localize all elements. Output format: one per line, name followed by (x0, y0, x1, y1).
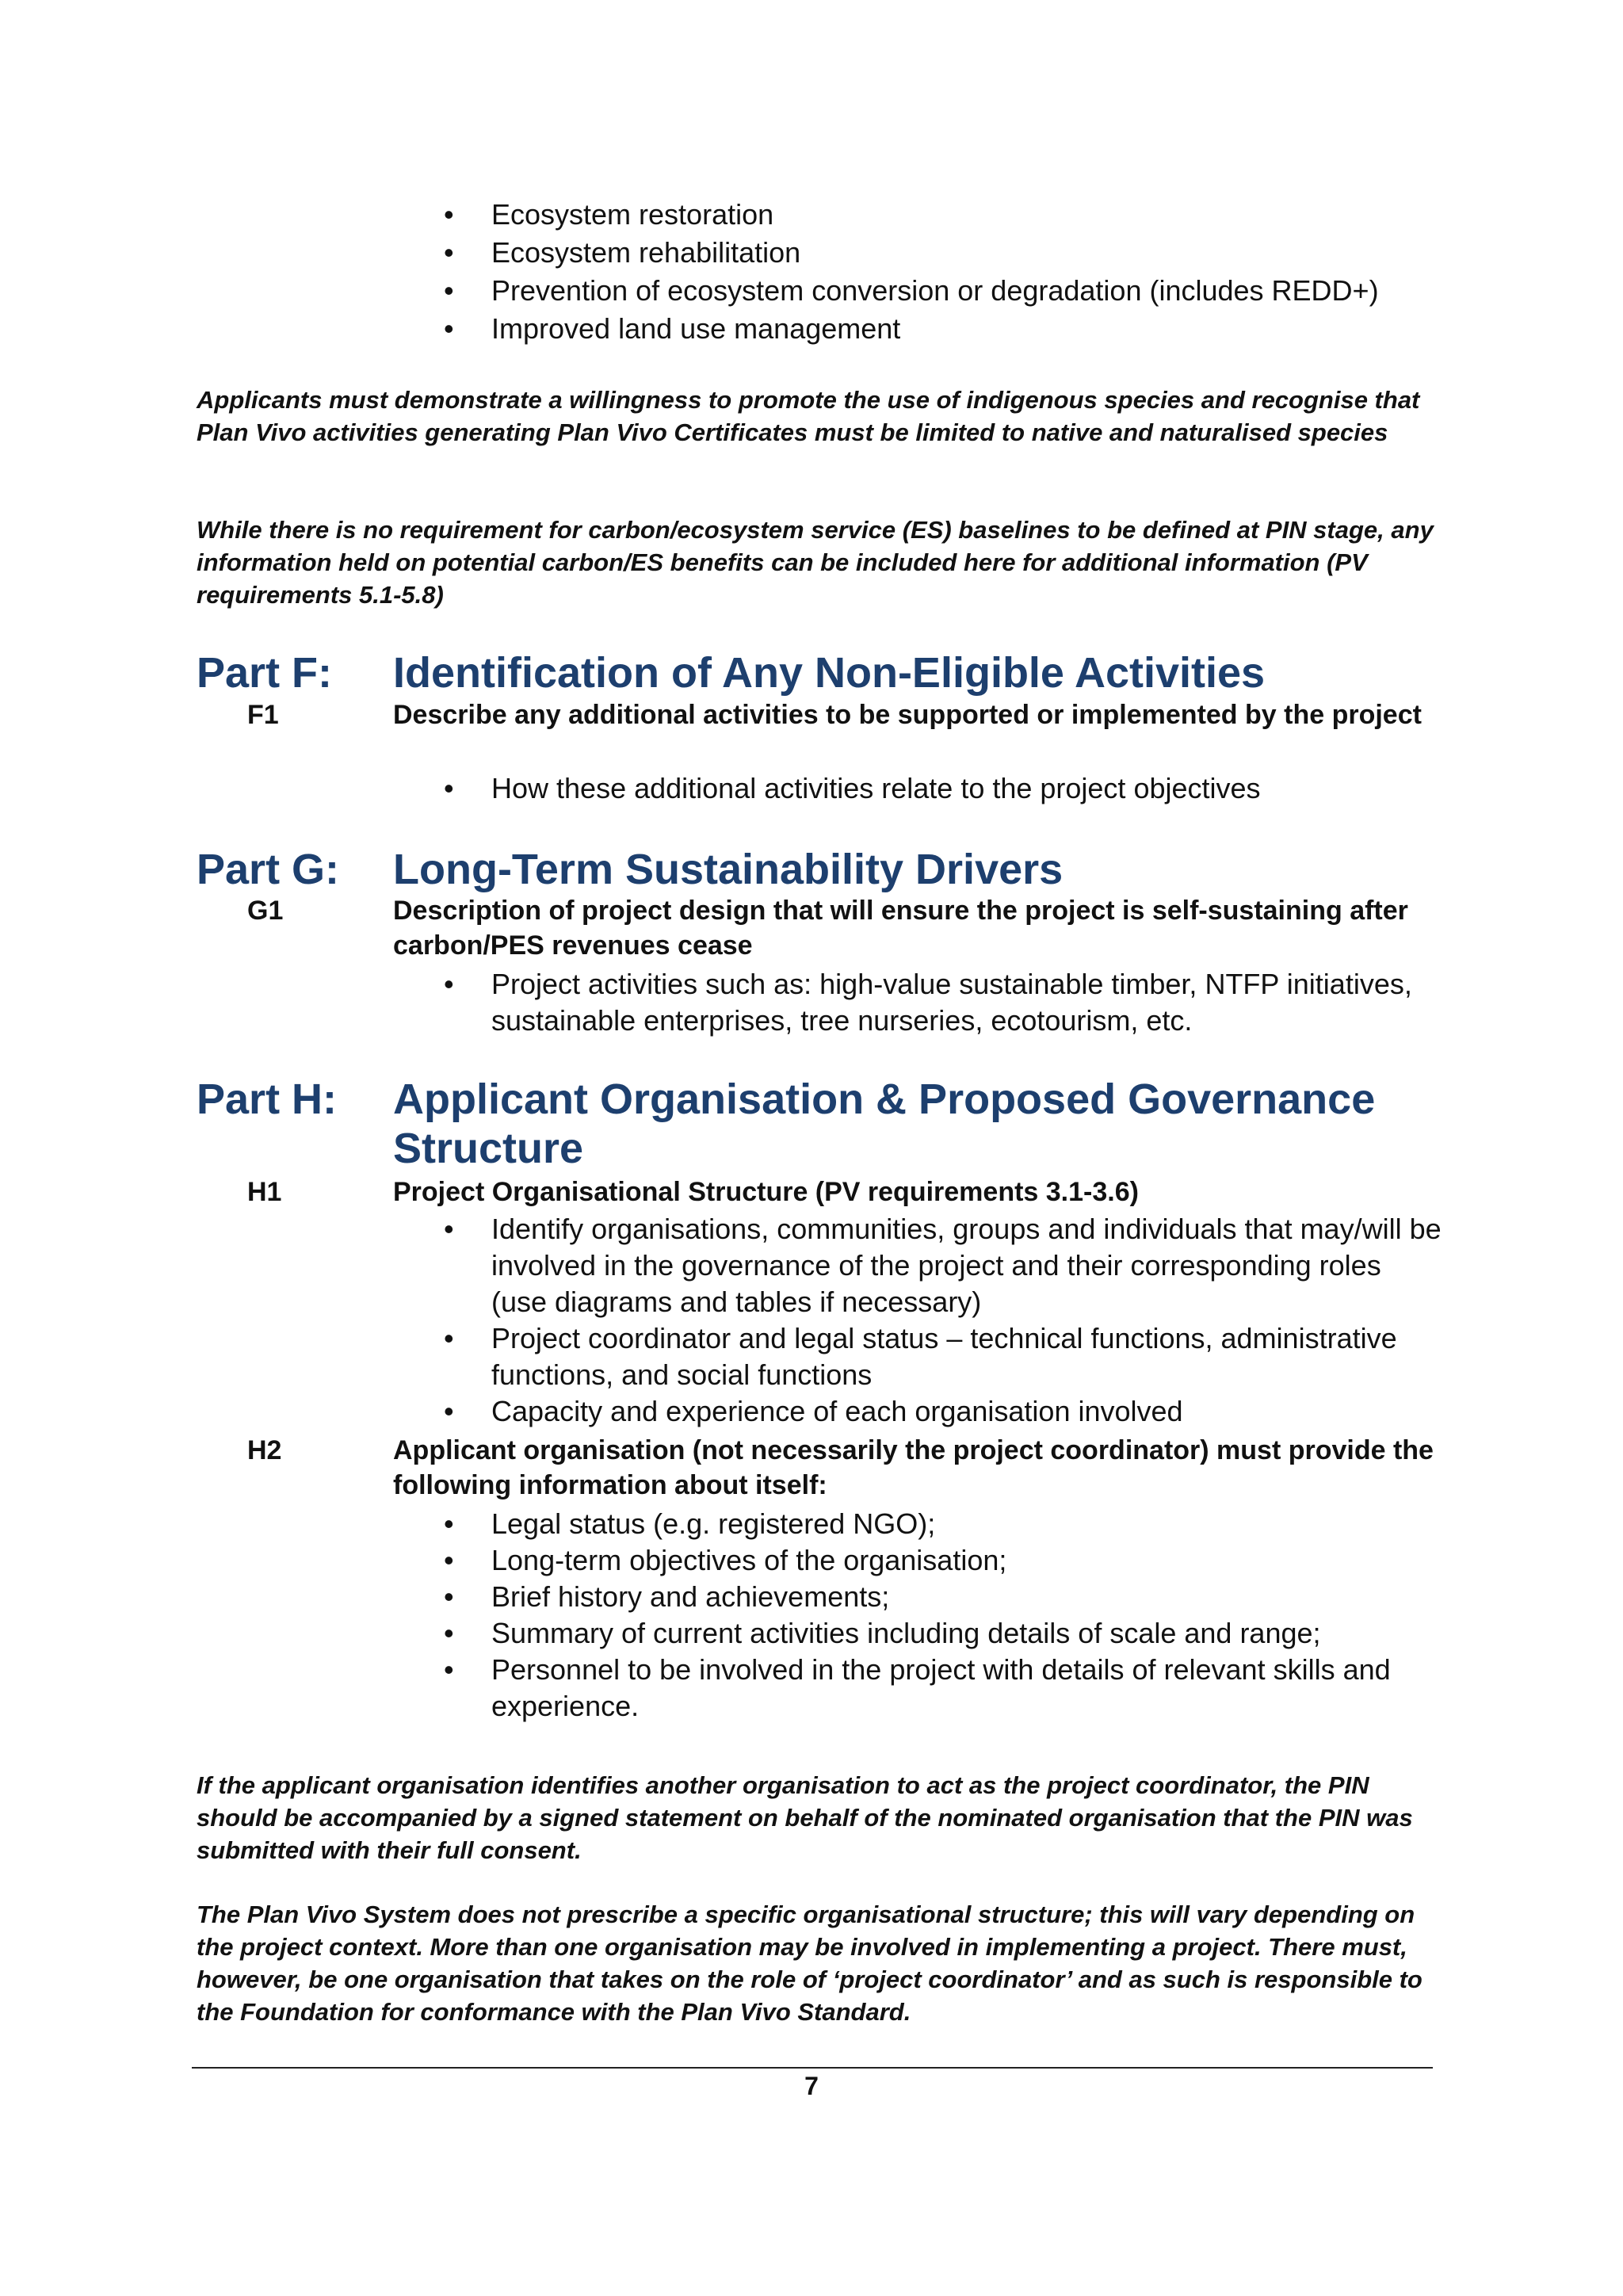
list-item: • How these additional activities relate to the project objectives (491, 770, 1442, 807)
part-f-heading (197, 648, 1449, 697)
list-item: • Brief history and achievements; (491, 1579, 1442, 1615)
list-item: • Improved land use management (491, 311, 1442, 347)
f1-bullet-list (491, 770, 1442, 807)
part-f-title: Identification of Any Non-Eligible Activities (393, 649, 1266, 697)
h1-bullet-list (491, 1211, 1442, 1430)
section-title-f1: Describe any additional activities to be supported or implemented by the project (393, 700, 1422, 730)
part-g-heading (197, 845, 1449, 894)
section-title-h1: Project Organisational Structure (PV requirements 3.1-3.6) (393, 1177, 1139, 1207)
part-f-label: Part F: (197, 649, 333, 697)
list-item: • Project activities such as: high-value sustainable timber, NTFP initiatives, sustainable enterprises, tree nurseries, ecotourism, etc. (491, 966, 1442, 1039)
section-title-h2: Applicant organisation (not necessarily the project coordinator) must provide the following information about itself: (393, 1435, 1434, 1500)
section-code-f1: F1 (247, 700, 279, 730)
list-item: • Project coordinator and legal status – technical functions, administrative functions, and social functions (491, 1320, 1442, 1393)
part-g-title: Long-Term Sustainability Drivers (393, 846, 1064, 893)
g1-bullet-list (491, 966, 1442, 1039)
list-item: • Ecosystem rehabilitation (491, 235, 1442, 271)
list-item: • Legal status (e.g. registered NGO); (491, 1506, 1442, 1542)
section-code-h2: H2 (247, 1435, 282, 1465)
section-title-g1: Description of project design that will ensure the project is self-sustaining after carbon/PES revenues cease (393, 896, 1408, 961)
list-item: • Identify organisations, communities, groups and individuals that may/will be involved in the governance of the project and their corresponding roles (use diagrams and tables if necessary) (491, 1211, 1442, 1320)
page-number: 7 (804, 2072, 819, 2100)
part-h-title: Applicant Organisation & Proposed Governance Structure (393, 1075, 1376, 1172)
baselines-note: While there is no requirement for carbon/ecosystem service (ES) baselines to be defined at PIN stage, any information held on potential carbon/ES benefits can be included here for additional information (PV requirements 5.1-5.8) (197, 516, 1434, 609)
activity-type-list (491, 197, 1442, 349)
section-code-g1: G1 (247, 896, 284, 926)
structure-note: The Plan Vivo System does not prescribe a specific organisational structure; this will vary depending on the project context. More than one organisation may be involved in implementing a project. There must, however, be one organisation that takes on the role of ‘project coordinator’ and as such is responsible to the Foundation for conformance with the Plan Vivo Standard. (197, 1901, 1423, 2026)
list-item: • Long-term objectives of the organisation; (491, 1542, 1442, 1579)
list-item: • Ecosystem restoration (491, 197, 1442, 233)
list-item: • Personnel to be involved in the project with details of relevant skills and experience. (491, 1652, 1442, 1725)
section-code-h1: H1 (247, 1177, 282, 1207)
part-h-heading (197, 1075, 1449, 1173)
species-note: Applicants must demonstrate a willingness to promote the use of indigenous species and recognise that Plan Vivo activities generating Plan Vivo Certificates must be limited to native and naturalised species (197, 386, 1420, 446)
footer-divider (192, 2067, 1433, 2069)
list-item: • Summary of current activities including details of scale and range; (491, 1615, 1442, 1652)
list-item: • Capacity and experience of each organisation involved (491, 1393, 1442, 1430)
coordinator-note: If the applicant organisation identifies another organisation to act as the project coordinator, the PIN should be accompanied by a signed statement on behalf of the nominated organisation that the PIN was submitted with their full consent. (197, 1771, 1413, 1864)
h2-bullet-list (491, 1506, 1442, 1725)
part-h-label: Part H: (197, 1075, 338, 1123)
list-item: • Prevention of ecosystem conversion or degradation (includes REDD+) (491, 273, 1442, 309)
part-g-label: Part G: (197, 846, 340, 893)
